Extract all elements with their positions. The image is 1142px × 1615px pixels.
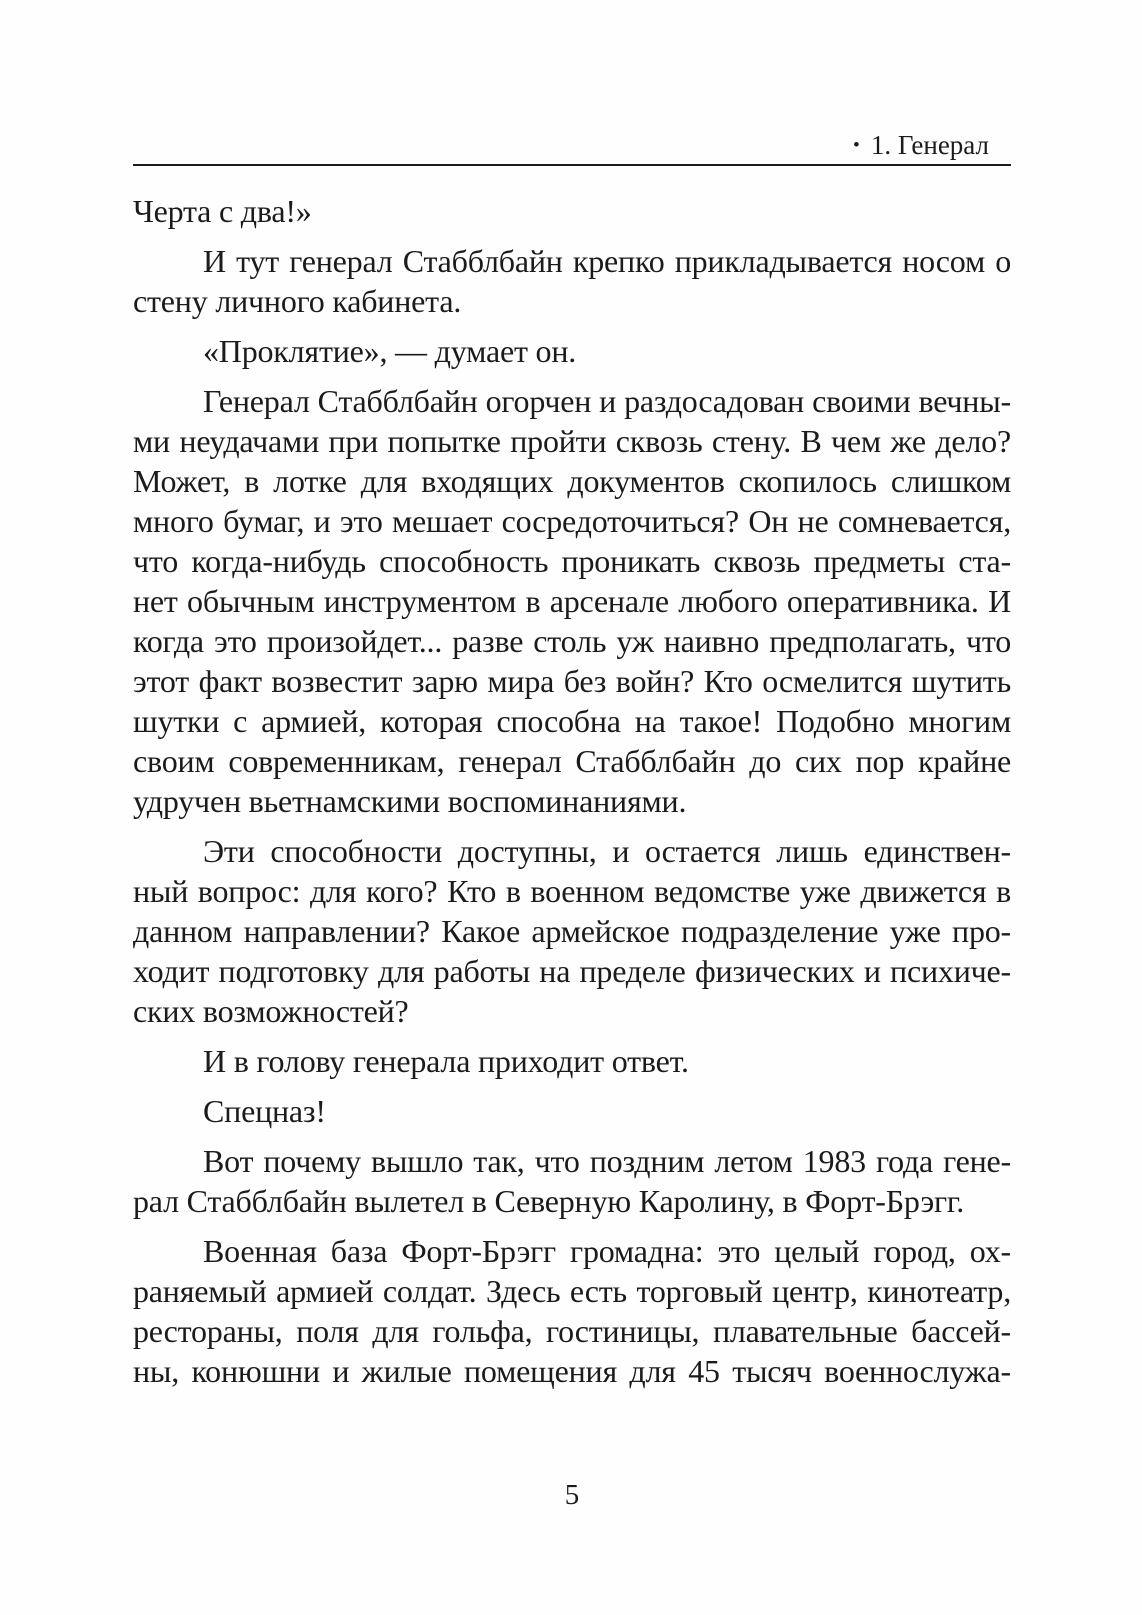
header-bullet-icon: • (853, 135, 860, 156)
paragraph (133, 1041, 1011, 1081)
text-line: Военная база Форт-Брэгг громадна: это целый город, ох- (203, 1233, 1011, 1269)
text-line: рал Стабблбайн вылетел в Северную Каролину, в Форт-Брэгг. (133, 1183, 965, 1219)
paragraph (133, 331, 1011, 371)
chapter-header-title: 1. Генерал (870, 130, 989, 160)
text-line: раняемый армией солдат. Здесь есть торговый центр, кинотеатр, (133, 1273, 1011, 1309)
paragraph (133, 1141, 1011, 1221)
text-line: Эти способности доступны, и остается лишь единствен- (203, 833, 1011, 869)
text-line: данном направлении? Какое армейское подразделение уже про- (133, 913, 1011, 949)
paragraph (133, 831, 1011, 1031)
text-line: И тут генерал Стабблбайн крепко прикладывается носом о (203, 243, 1011, 279)
text-line: Может, в лотке для входящих документов скопилось слишком (133, 463, 1011, 499)
text-line: ходит подготовку для работы на пределе физических и психиче- (133, 953, 1011, 989)
text-line: Спецназ! (203, 1093, 326, 1129)
text-line: стену личного кабинета. (133, 283, 462, 319)
running-header (133, 0, 1011, 166)
text-line: Вот почему вышло так, что поздним летом 1983 года гене- (203, 1143, 1011, 1179)
text-line: И в голову генерала приходит ответ. (203, 1043, 689, 1079)
text-line: Черта с два!» (133, 193, 312, 229)
paragraph (133, 381, 1011, 821)
paragraph (133, 241, 1011, 321)
page-number: 5 (564, 1479, 580, 1511)
text-line: Генерал Стабблбайн огорчен и раздосадован своими вечны- (203, 383, 1011, 419)
text-line: ских возможностей? (133, 993, 409, 1029)
text-line: ны, конюшни и жилые помещения для 45 тысяч военнослужа- (133, 1353, 1011, 1389)
text-column (133, 0, 1011, 1391)
paragraph (133, 1231, 1011, 1391)
text-line: удручен вьетнамскими воспоминаниями. (133, 783, 687, 819)
text-line: нет обычным инструментом в арсенале любого оперативника. И (133, 583, 1011, 619)
paragraph (133, 1091, 1011, 1131)
text-line: когда это произойдет... разве столь уж наивно предполагать, что (133, 623, 1011, 659)
text-line: шутки с армией, которая способна на такое! Подобно многим (133, 703, 1011, 739)
text-line: этот факт возвестит зарю мира без войн? Кто осмелится шутить (133, 663, 1011, 699)
text-line: ный вопрос: для кого? Кто в военном ведомстве уже движется в (133, 873, 1011, 909)
page-footer (133, 1478, 1011, 1512)
text-line: своим современникам, генерал Стабблбайн до сих пор крайне (133, 743, 1011, 779)
body-text (133, 166, 1011, 1391)
text-line: «Проклятие», — думает он. (203, 333, 577, 369)
text-line: ми неудачами при попытке пройти сквозь стену. В чем же дело? (133, 423, 1011, 459)
text-line: рестораны, поля для гольфа, гостиницы, плавательные бассей- (133, 1313, 1011, 1349)
text-line: что когда-нибудь способность проникать сквозь предметы ста- (133, 543, 1011, 579)
text-line: много бумаг, и это мешает сосредоточиться? Он не сомневается, (133, 503, 1011, 539)
paragraph (133, 191, 1011, 231)
